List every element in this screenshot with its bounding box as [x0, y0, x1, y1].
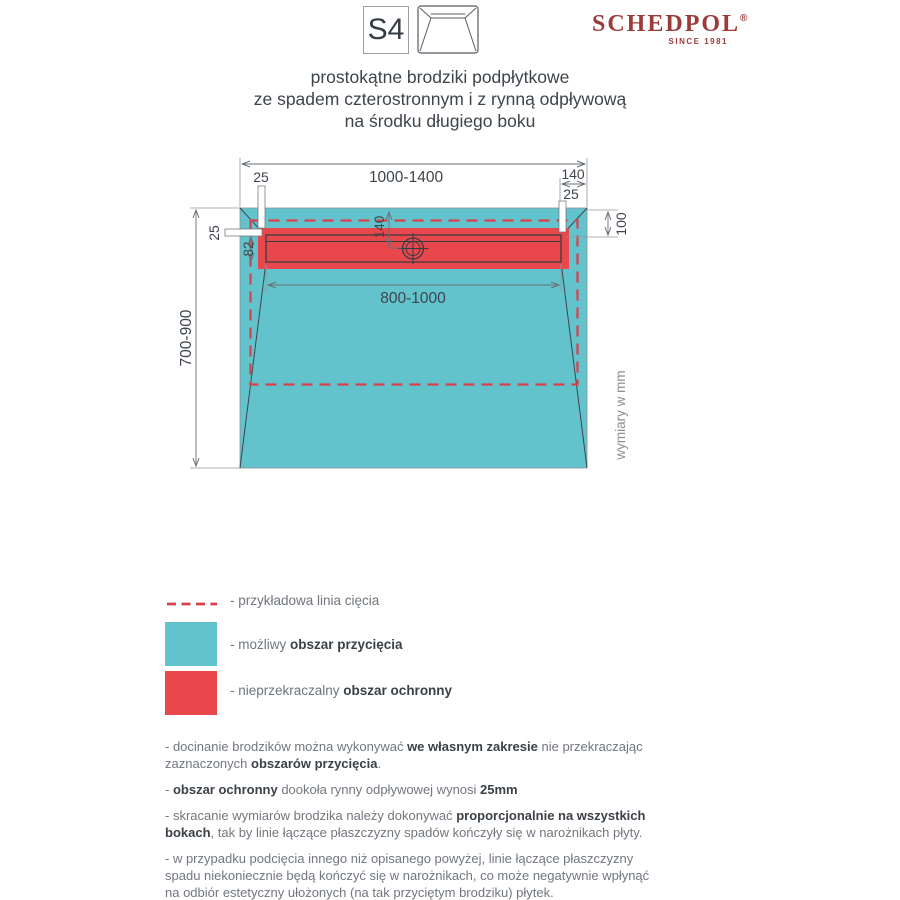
dim-protect-left: 25	[206, 225, 222, 241]
legend-protect-label: - nieprzekraczalny obszar ochronny	[230, 683, 453, 698]
note-cutting: - docinanie brodzików można wykonywać we własnym zakresie nie przekraczając zaznaczonych obszarów przycięcia.	[165, 739, 643, 771]
notes-section	[165, 738, 664, 900]
dim-protect-top-left: 25	[253, 169, 269, 185]
legend-cut-line-swatch	[166, 595, 218, 613]
brand-logo	[592, 11, 748, 46]
note-proportional: - skracanie wymiarów brodzika należy dokonywać proporcjonalnie na wszystkich bokach, tak by linie łączące płaszczyzny spadów kończyły się w narożnikach płyty.	[165, 808, 646, 840]
tray-shape-icon	[417, 5, 479, 54]
dim-end-offset: 140	[561, 166, 585, 182]
units-label: wymiary w mm	[613, 370, 628, 460]
page-title-line-2: ze spadem czterostronnym i z rynną odpływową	[253, 89, 627, 109]
dim-overall-depth: 700-900	[178, 309, 195, 367]
page-title-line-3: na środku długiego boku	[344, 111, 536, 131]
page-title-line-1: prostokątne brodziki podpłytkowe	[310, 67, 570, 87]
registered-mark: ®	[740, 13, 748, 24]
legend-tray-swatch	[165, 622, 217, 671]
technical-drawing	[170, 150, 640, 490]
dim-center-offset: 140	[372, 215, 387, 239]
legend-cut-line-label: - przykładowa linia cięcia	[230, 593, 380, 608]
dim-gutter-length: 800-1000	[380, 290, 446, 307]
note-other-cuts: - w przypadku podcięcia innego niż opisanego powyżej, linie łączące płaszczyzny spadu niekoniecznie będą kończyć się w narożnikach, co może negatywnie wpłynąć na odbiór estetyczny ułożonych (na tak przyciętym brodziku) płytek.	[165, 851, 650, 900]
dim-gutter-width: 82	[241, 241, 256, 257]
brand-name: SCHEDPOL	[592, 11, 741, 37]
brand-tagline: SINCE 1981	[668, 37, 728, 46]
page-title	[160, 66, 720, 132]
dim-overall-width: 1000-1400	[368, 169, 444, 186]
dim-protect-top-right: 25	[563, 186, 579, 202]
legend-tray-label: - możliwy obszar przycięcia	[230, 637, 403, 652]
note-protective-zone: - obszar ochronny dookoła rynny odpływowej wynosi 25mm	[165, 782, 518, 797]
legend-protect-swatch	[165, 671, 217, 720]
dim-edge-offset: 100	[613, 212, 629, 236]
model-badge	[363, 6, 409, 54]
model-code-label: S4	[367, 13, 405, 46]
